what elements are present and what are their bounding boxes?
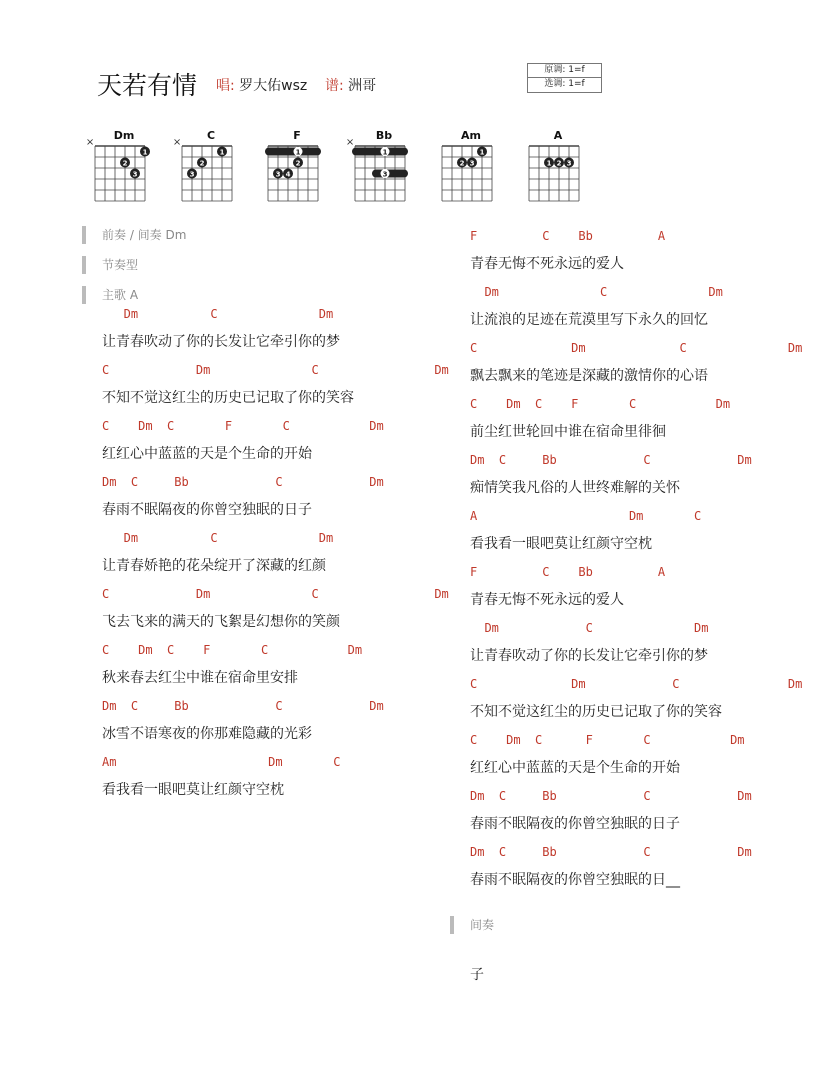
right-lyric-2: 飘去飘来的笔迹是深藏的激情你的心语 [470, 368, 708, 384]
left-chords-7: Dm C Bb C Dm [102, 699, 384, 713]
arranger-credit [325, 75, 376, 95]
svg-text:×: × [345, 137, 355, 148]
svg-text:1: 1 [295, 148, 301, 157]
right-chords-4: Dm C Bb C Dm [470, 453, 752, 467]
arranger-label: 谱: [325, 78, 344, 94]
right-chords-10: Dm C Bb C Dm [470, 789, 752, 803]
svg-text:3: 3 [469, 159, 475, 168]
svg-text:3: 3 [382, 170, 388, 179]
left-lyric-8: 看我看一眼吧莫让红颜守空枕 [102, 782, 284, 798]
svg-text:2: 2 [295, 159, 301, 168]
svg-text:4: 4 [285, 170, 291, 179]
right-lyric-11: 春雨不眠隔夜的你曾空独眠的日__ [470, 872, 680, 888]
singer-label: 唱: [216, 78, 235, 94]
left-lyric-2: 红红心中蓝蓝的天是个生命的开始 [102, 446, 312, 462]
right-lyric-3: 前尘红世轮回中谁在宿命里徘徊 [470, 424, 666, 440]
right-chords-0: F C Bb A [470, 229, 666, 243]
right-chords-6: F C Bb A [470, 565, 666, 579]
svg-text:1: 1 [219, 148, 225, 157]
right-chords-11: Dm C Bb C Dm [470, 845, 752, 859]
left-lyric-3: 春雨不眠隔夜的你曾空独眠的日子 [102, 502, 312, 518]
original-key: 原调: 1=f [528, 64, 601, 78]
right-lyric-6: 青春无悔不死永远的爱人 [470, 592, 624, 608]
chord-am [440, 130, 502, 202]
svg-text:3: 3 [189, 170, 195, 179]
chord-name: A [553, 129, 563, 142]
left-chords-0: Dm C Dm [102, 307, 334, 321]
right-column [450, 226, 810, 984]
right-chords-3: C Dm C F C Dm [470, 397, 731, 411]
chord-c [172, 129, 242, 202]
chord-a [527, 130, 589, 202]
chord-name: F [293, 129, 301, 142]
svg-text:1: 1 [479, 148, 485, 157]
left-lyric-7: 冰雪不语寒夜的你那难隐藏的光彩 [102, 726, 312, 742]
right-chords-2: C Dm C Dm [470, 341, 803, 355]
svg-text:3: 3 [275, 170, 281, 179]
svg-text:×: × [85, 137, 95, 148]
left-chords-1: C Dm C Dm [102, 363, 449, 377]
chord-name: Bb [375, 129, 393, 142]
chord-f [266, 130, 328, 202]
right-lyric-4: 痴情笑我凡俗的人世终难解的关怀 [470, 480, 680, 496]
svg-text:2: 2 [199, 159, 205, 168]
left-chords-2: C Dm C F C Dm [102, 419, 384, 433]
right-chords-8: C Dm C Dm [470, 677, 803, 691]
left-chords-5: C Dm C Dm [102, 587, 449, 601]
left-lyric-4: 让青春娇艳的花朵绽开了深藏的红颜 [102, 558, 326, 574]
left-chords-3: Dm C Bb C Dm [102, 475, 384, 489]
right-lyric-9: 红红心中蓝蓝的天是个生命的开始 [470, 760, 680, 776]
svg-text:3: 3 [566, 159, 572, 168]
left-lyric-6: 秋来春去红尘中谁在宿命里安排 [102, 670, 298, 686]
right-chords-1: Dm C Dm [470, 285, 723, 299]
right-lyric-0: 青春无悔不死永远的爱人 [470, 256, 624, 272]
right-chords-9: C Dm C F C Dm [470, 733, 745, 747]
right-lyric-1: 让流浪的足迹在荒漠里写下永久的回忆 [470, 312, 708, 328]
svg-text:1: 1 [142, 148, 148, 157]
left-lyrics [102, 304, 449, 808]
svg-text:1: 1 [382, 148, 388, 157]
left-lyric-1: 不知不觉这红尘的历史已记取了你的笑容 [102, 390, 354, 406]
song-title: 天若有情 [97, 71, 198, 100]
right-lyrics [470, 226, 810, 898]
left-chords-6: C Dm C F C Dm [102, 643, 363, 657]
right-lyric-10: 春雨不眠隔夜的你曾空独眠的日子 [470, 816, 680, 832]
chosen-key: 选调: 1=f [544, 79, 585, 89]
section-rhythm: 节奏型 [82, 256, 432, 274]
chord-name: Am [461, 129, 481, 142]
key-box [527, 63, 602, 93]
right-chords-7: Dm C Dm [470, 621, 709, 635]
chord-name: C [206, 129, 216, 142]
right-chords-5: A Dm C [470, 509, 702, 523]
right-lyric-8: 不知不觉这红尘的历史已记取了你的笑容 [470, 704, 722, 720]
section-interlude: 间奏 [450, 916, 810, 934]
chord-dm [85, 129, 155, 202]
right-lyric-7: 让青春吹动了你的长发让它牵引你的梦 [470, 648, 708, 664]
left-chords-4: Dm C Dm [102, 531, 334, 545]
left-column [82, 226, 449, 808]
chord-name: Dm [113, 129, 135, 142]
svg-text:3: 3 [132, 170, 138, 179]
section-intro: 前奏 / 间奏 Dm [82, 226, 432, 244]
left-lyric-0: 让青春吹动了你的长发让它牵引你的梦 [102, 334, 340, 350]
left-chords-8: Am Dm C [102, 755, 341, 769]
svg-text:×: × [172, 137, 182, 148]
svg-text:2: 2 [122, 159, 128, 168]
singer-credit [216, 75, 307, 95]
svg-text:1: 1 [546, 159, 552, 168]
right-lyric-5: 看我看一眼吧莫让红颜守空枕 [470, 536, 652, 552]
left-lyric-5: 飞去飞来的满天的飞絮是幻想你的笑颜 [102, 614, 340, 630]
chord-bb [345, 129, 415, 202]
tail-lyric: 子 [470, 967, 484, 983]
singer-name: 罗大佑wsz [239, 78, 308, 94]
arranger-name: 洲哥 [348, 78, 377, 94]
section-verse: 主歌 A [82, 286, 432, 304]
svg-text:2: 2 [459, 159, 465, 168]
svg-text:2: 2 [556, 159, 562, 168]
